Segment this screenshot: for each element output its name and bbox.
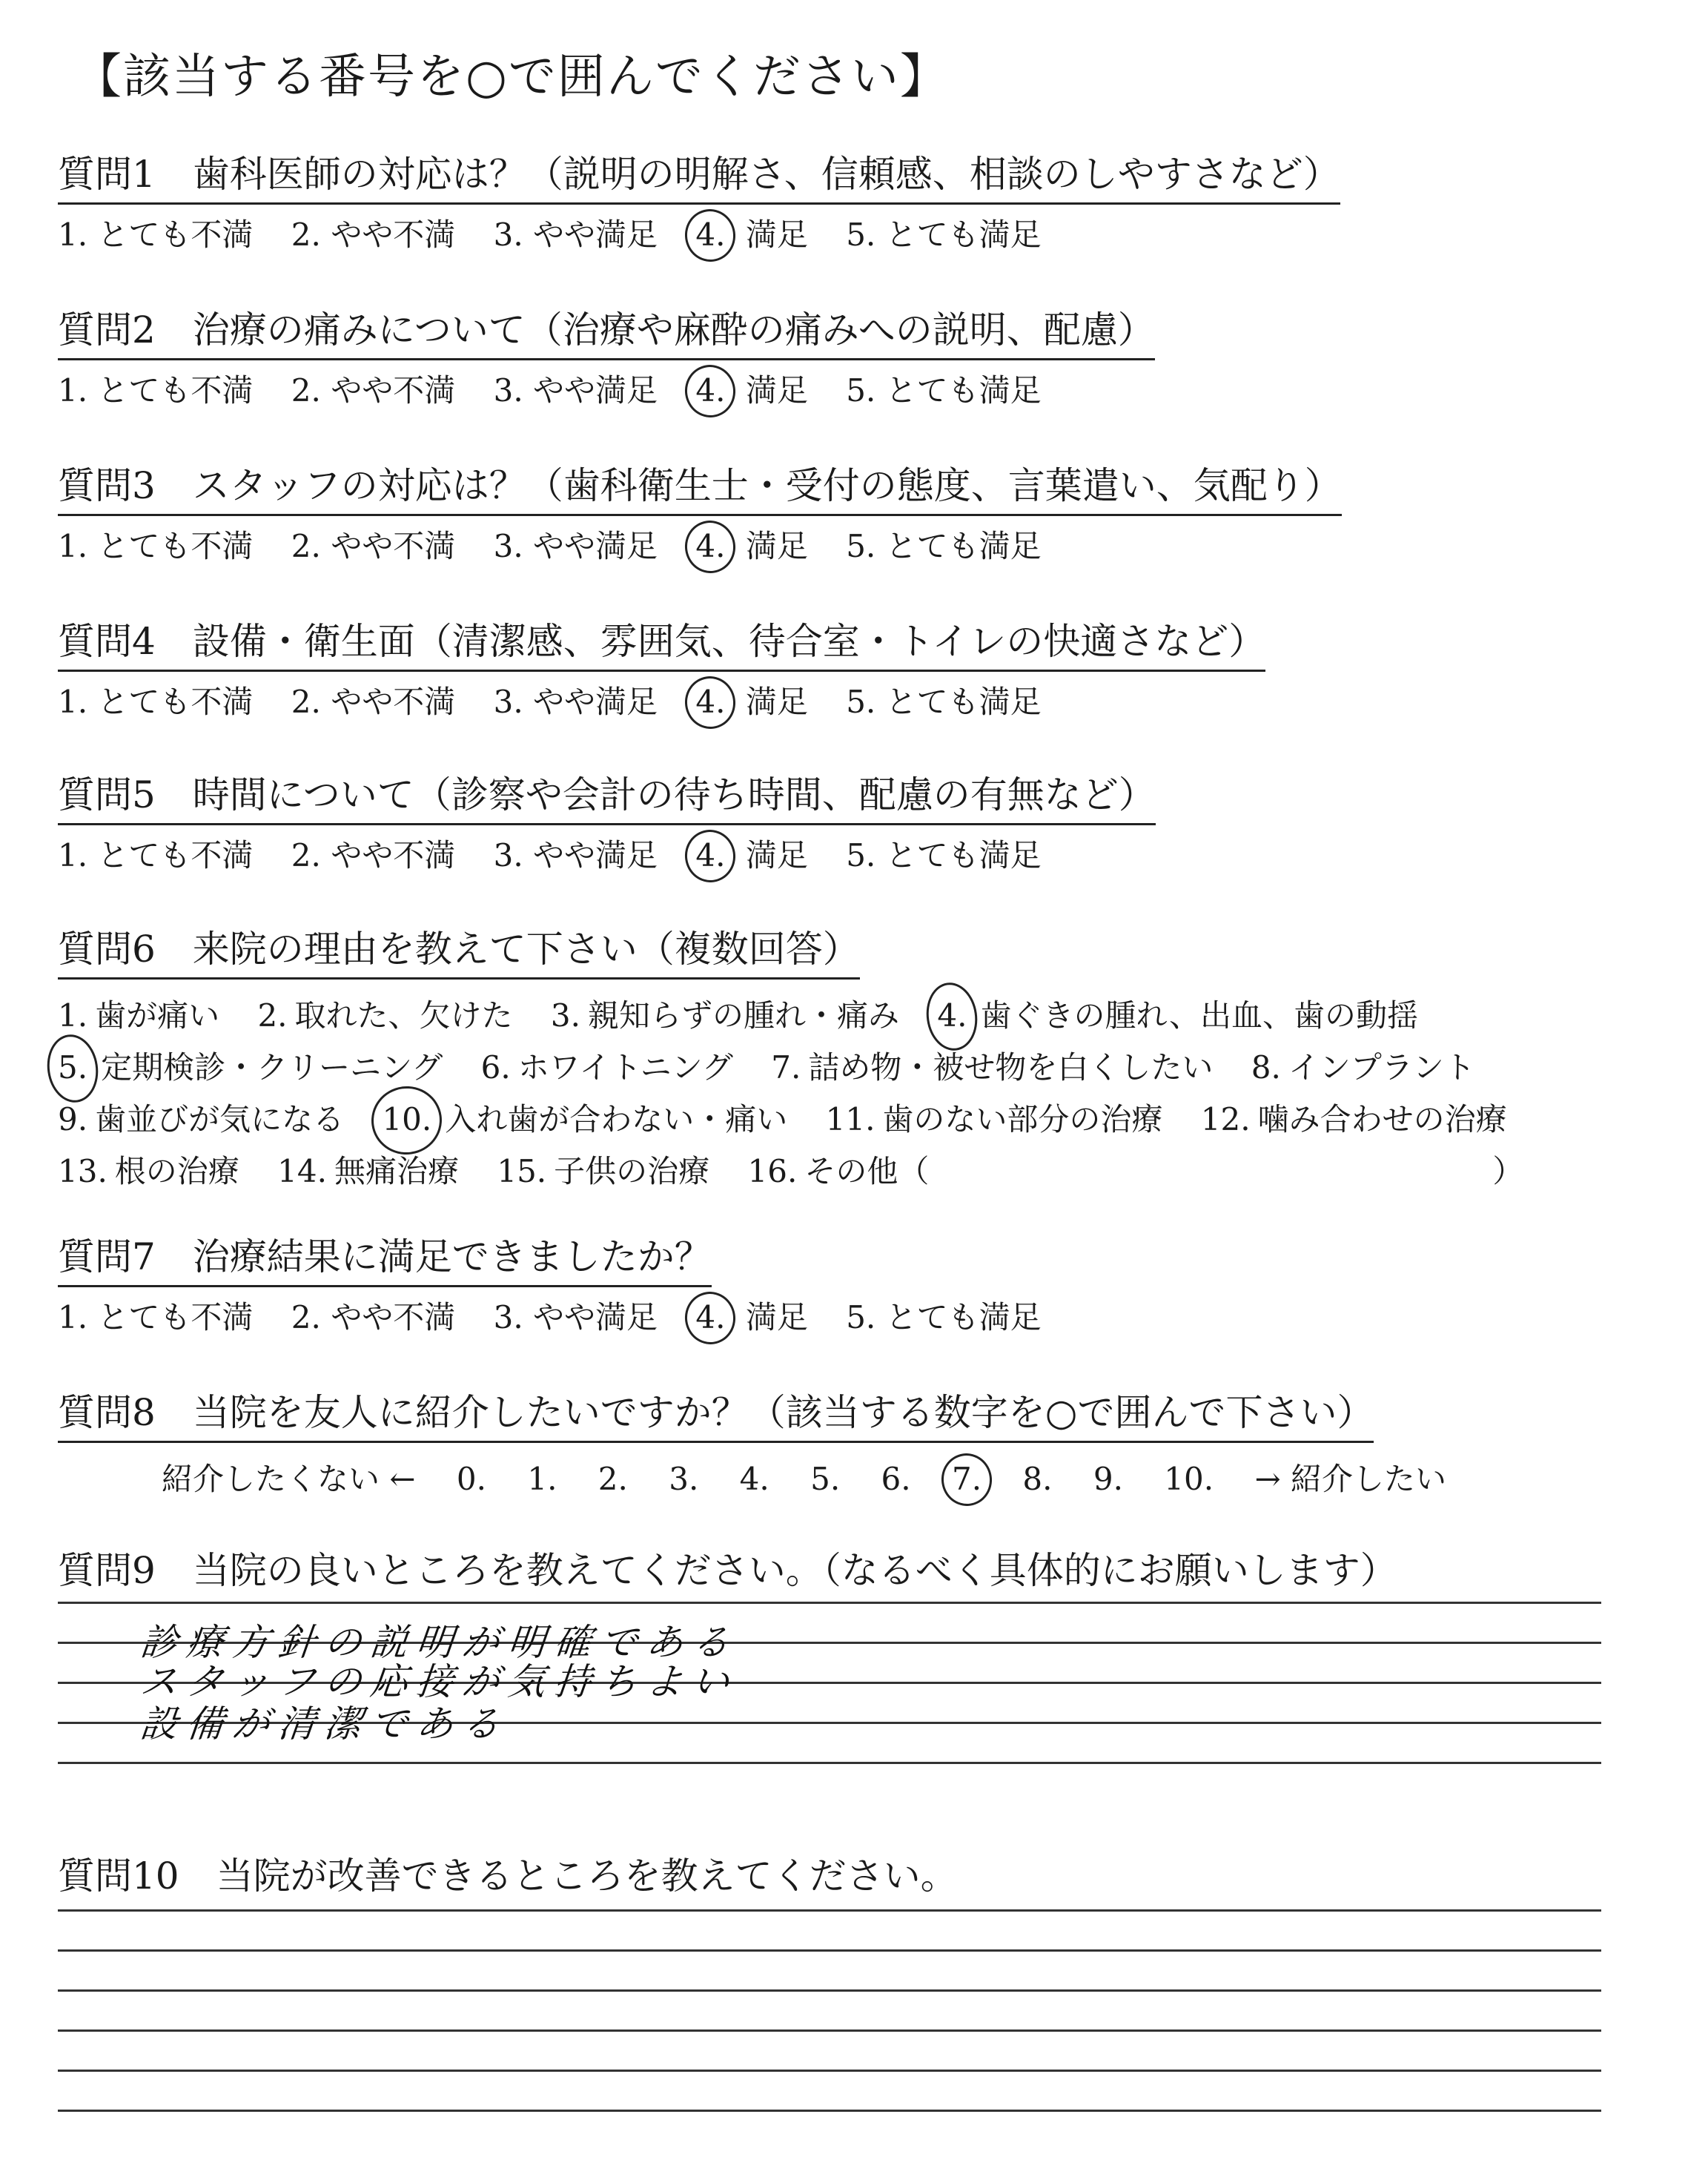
question-title: 質問6 来院の理由を教えて下さい（複数回答） bbox=[58, 919, 860, 980]
reason-12-number[interactable]: 12. bbox=[1200, 1101, 1251, 1137]
reason-row bbox=[58, 1094, 1552, 1146]
option-5[interactable]: 5. とても満足 bbox=[846, 217, 1042, 253]
reason-7-number[interactable]: 7. bbox=[771, 1049, 801, 1086]
reason-13-number[interactable]: 13. bbox=[58, 1153, 107, 1189]
question-8 bbox=[58, 1383, 1477, 1499]
rating-options bbox=[58, 366, 1155, 411]
reason-2-label: 取れた、欠けた bbox=[294, 997, 513, 1034]
question-title: 質問10 当院が改善できるところを教えてください。 bbox=[58, 1855, 958, 1898]
scale-6[interactable]: 6. bbox=[881, 1461, 911, 1497]
scale-8[interactable]: 8. bbox=[1022, 1461, 1053, 1497]
scale-7-circled[interactable]: 7. bbox=[951, 1461, 982, 1497]
q9-answer-line-2: スタッフの応接が気持ちよい bbox=[138, 1660, 741, 1703]
option-3[interactable]: 3. やや満足 bbox=[493, 837, 658, 873]
other-close-paren: ） bbox=[1492, 1153, 1524, 1189]
option-4-circled[interactable]: 4. bbox=[695, 217, 726, 253]
scale-3[interactable]: 3. bbox=[669, 1461, 699, 1497]
question-title: 質問1 歯科医師の対応は？（説明の明解さ、信頼感、相談のしやすさなど） bbox=[58, 145, 1340, 205]
reason-row bbox=[58, 990, 1552, 1042]
rating-options bbox=[58, 678, 1265, 722]
q10-answer-lines[interactable] bbox=[58, 1909, 1601, 2150]
reason-11-number[interactable]: 11. bbox=[825, 1101, 875, 1137]
reason-row bbox=[58, 1146, 1552, 1198]
option-4-label: 満足 bbox=[745, 372, 808, 409]
reason-15-label: 子供の治療 bbox=[554, 1153, 710, 1189]
option-1[interactable]: 1. とても不満 bbox=[58, 528, 254, 564]
option-4-circled[interactable]: 4. bbox=[695, 1299, 726, 1335]
reason-3-label: 親知らずの腫れ・痛み bbox=[587, 997, 899, 1034]
reason-1-label: 歯が痛い bbox=[95, 997, 220, 1034]
instructions-header: 【該当する番号を○で囲んでください】 bbox=[74, 50, 949, 105]
question-7 bbox=[58, 1227, 1070, 1338]
option-3[interactable]: 3. やや満足 bbox=[493, 528, 658, 564]
option-1[interactable]: 1. とても不満 bbox=[58, 1299, 254, 1335]
reason-10-label: 入れ歯が合わない・痛い bbox=[445, 1101, 788, 1137]
scale-left-label: 紹介したくない ← bbox=[162, 1461, 416, 1497]
option-1[interactable]: 1. とても不満 bbox=[58, 837, 254, 873]
reason-13-label: 根の治療 bbox=[114, 1153, 239, 1189]
option-4-label: 満足 bbox=[745, 684, 808, 720]
reason-4-number-circled[interactable]: 4. bbox=[937, 990, 967, 1042]
question-title: 質問2 治療の痛みについて（治療や麻酔の痛みへの説明、配慮） bbox=[58, 300, 1155, 360]
scale-5[interactable]: 5. bbox=[810, 1461, 841, 1497]
reason-4-label: 歯ぐきの腫れ、出血、歯の動揺 bbox=[980, 997, 1418, 1034]
scale-0[interactable]: 0. bbox=[456, 1461, 486, 1497]
option-3[interactable]: 3. やや満足 bbox=[493, 684, 658, 720]
reason-12-label: 噛み合わせの治療 bbox=[1257, 1101, 1507, 1137]
option-4-label: 満足 bbox=[745, 1299, 808, 1335]
option-2[interactable]: 2. やや不満 bbox=[291, 684, 456, 720]
reason-8-label: インプラント bbox=[1288, 1049, 1475, 1086]
question-title: 質問7 治療結果に満足できましたか？ bbox=[58, 1227, 712, 1287]
reason-9-label: 歯並びが気になる bbox=[95, 1101, 345, 1137]
question-10 bbox=[58, 1846, 958, 1904]
reason-10-number-circled[interactable]: 10. bbox=[382, 1094, 431, 1146]
option-2[interactable]: 2. やや不満 bbox=[291, 372, 456, 409]
question-5 bbox=[58, 765, 1156, 876]
scale-right-label: → 紹介したい bbox=[1254, 1461, 1446, 1497]
reason-options bbox=[58, 990, 1552, 1198]
option-5[interactable]: 5. とても満足 bbox=[846, 528, 1042, 564]
scale-1[interactable]: 1. bbox=[527, 1461, 557, 1497]
rating-options bbox=[58, 831, 1156, 876]
option-5[interactable]: 5. とても満足 bbox=[846, 684, 1042, 720]
option-1[interactable]: 1. とても不満 bbox=[58, 372, 254, 409]
reason-5-label: 定期検診・クリーニング bbox=[101, 1049, 443, 1086]
option-3[interactable]: 3. やや満足 bbox=[493, 217, 658, 253]
option-4-circled[interactable]: 4. bbox=[695, 372, 726, 409]
reason-7-label: 詰め物・被せ物を白くしたい bbox=[808, 1049, 1214, 1086]
reason-14-number[interactable]: 14. bbox=[277, 1153, 327, 1189]
question-title: 質問9 当院の良いところを教えてください。（なるべく具体的にお願いします） bbox=[58, 1549, 1397, 1592]
question-1 bbox=[58, 145, 1340, 255]
scale-2[interactable]: 2. bbox=[598, 1461, 628, 1497]
question-9 bbox=[58, 1541, 1397, 1599]
reason-9-number[interactable]: 9. bbox=[58, 1101, 88, 1137]
rating-options bbox=[58, 522, 1342, 567]
option-5[interactable]: 5. とても満足 bbox=[846, 837, 1042, 873]
reason-15-number[interactable]: 15. bbox=[497, 1153, 547, 1189]
question-4 bbox=[58, 612, 1265, 722]
recommend-scale bbox=[162, 1455, 1477, 1499]
reason-5-number-circled[interactable]: 5. bbox=[58, 1042, 87, 1094]
option-3[interactable]: 3. やや満足 bbox=[493, 372, 658, 409]
question-title: 質問5 時間について（診察や会計の待ち時間、配慮の有無など） bbox=[58, 765, 1156, 825]
rating-options bbox=[58, 211, 1340, 255]
question-title: 質問8 当院を友人に紹介したいですか？（該当する数字を○で囲んで下さい） bbox=[58, 1383, 1374, 1443]
option-1[interactable]: 1. とても不満 bbox=[58, 217, 254, 253]
option-4-label: 満足 bbox=[745, 217, 808, 253]
scale-9[interactable]: 9. bbox=[1093, 1461, 1123, 1497]
question-3 bbox=[58, 456, 1342, 567]
reason-1-number[interactable]: 1. bbox=[58, 997, 88, 1034]
question-2 bbox=[58, 300, 1155, 411]
option-2[interactable]: 2. やや不満 bbox=[291, 217, 456, 253]
option-4-label: 満足 bbox=[745, 528, 808, 564]
option-2[interactable]: 2. やや不満 bbox=[291, 1299, 456, 1335]
q9-answer-line-1: 診療方針の説明が明確である bbox=[138, 1621, 741, 1664]
scale-4[interactable]: 4. bbox=[739, 1461, 769, 1497]
option-4-circled[interactable]: 4. bbox=[695, 528, 726, 564]
reason-16-number[interactable]: 16. bbox=[747, 1153, 798, 1189]
option-2[interactable]: 2. やや不満 bbox=[291, 837, 456, 873]
option-4-circled[interactable]: 4. bbox=[695, 837, 726, 873]
option-1[interactable]: 1. とても不満 bbox=[58, 684, 254, 720]
reason-11-label: 歯のない部分の治療 bbox=[882, 1101, 1163, 1137]
option-5[interactable]: 5. とても満足 bbox=[846, 1299, 1042, 1335]
reason-3-number[interactable]: 3. bbox=[550, 997, 580, 1034]
scale-10[interactable]: 10. bbox=[1164, 1461, 1214, 1497]
option-4-label: 満足 bbox=[745, 837, 808, 873]
question-6 bbox=[58, 919, 1552, 1198]
q9-answer-line-3: 設備が清潔である bbox=[138, 1702, 511, 1745]
option-2[interactable]: 2. やや不満 bbox=[291, 528, 456, 564]
question-title: 質問3 スタッフの対応は？（歯科衛生士・受付の態度、言葉遣い、気配り） bbox=[58, 456, 1342, 516]
option-4-circled[interactable]: 4. bbox=[695, 684, 726, 720]
option-5[interactable]: 5. とても満足 bbox=[846, 372, 1042, 409]
option-3[interactable]: 3. やや満足 bbox=[493, 1299, 658, 1335]
reason-6-number[interactable]: 6. bbox=[480, 1049, 511, 1086]
reason-row bbox=[58, 1042, 1552, 1094]
reason-6-label: ホワイトニング bbox=[517, 1049, 733, 1086]
reason-14-label: 無痛治療 bbox=[334, 1153, 459, 1189]
reason-16-label: その他（ bbox=[804, 1153, 930, 1189]
reason-2-number[interactable]: 2. bbox=[257, 997, 288, 1034]
reason-8-number[interactable]: 8. bbox=[1251, 1049, 1281, 1086]
question-title: 質問4 設備・衛生面（清潔感、雰囲気、待合室・トイレの快適さなど） bbox=[58, 612, 1265, 672]
rating-options bbox=[58, 1293, 1070, 1338]
